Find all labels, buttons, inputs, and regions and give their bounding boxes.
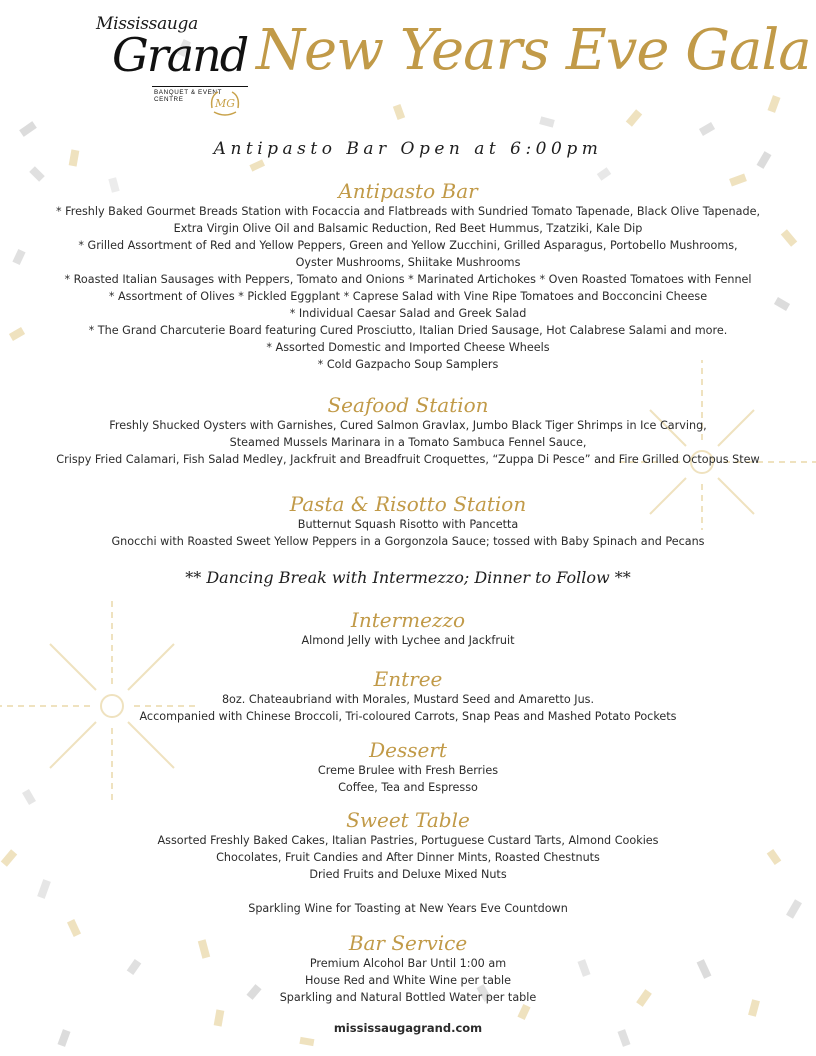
- menu-line: * The Grand Charcuterie Board featuring Cured Prosciutto, Italian Dried Sausage, Hot Calabrese Salami and more.: [88, 324, 728, 337]
- menu-line: Premium Alcohol Bar Until 1:00 am: [309, 957, 507, 970]
- menu-line: Sparkling and Natural Bottled Water per table: [279, 991, 537, 1004]
- menu-line: Crispy Fried Calamari, Fish Salad Medley, Jackfruit and Breadfruit Croquettes, “Zuppa Di Pesce” and Fire Grilled Octopus Stew: [56, 453, 760, 466]
- section-intermezzo: [0, 608, 816, 649]
- section-bar-service: [0, 931, 816, 1006]
- menu-line: Sparkling Wine for Toasting at New Years Eve Countdown: [248, 902, 568, 915]
- section-title: Pasta & Risotto Station: [289, 492, 527, 516]
- logo-seal-icon: [208, 88, 242, 118]
- menu-line: * Assorted Domestic and Imported Cheese Wheels: [266, 341, 550, 354]
- section-dessert: [0, 738, 816, 796]
- section-title: Sweet Table: [346, 808, 470, 832]
- section-title: Entree: [373, 667, 443, 691]
- menu-line: Extra Virgin Olive Oil and Balsamic Reduction, Red Beet Hummus, Tzatziki, Kale Dip: [173, 222, 643, 235]
- section-pasta-risotto-station: [0, 492, 816, 550]
- logo-top-text: Mississauga: [96, 14, 198, 34]
- menu-line: Accompanied with Chinese Broccoli, Tri-coloured Carrots, Snap Peas and Mashed Potato Pockets: [139, 710, 677, 723]
- menu-line: Almond Jelly with Lychee and Jackfruit: [301, 634, 515, 647]
- subtitle: Antipasto Bar Open at 6:00pm: [213, 139, 603, 159]
- menu-line: * Individual Caesar Salad and Greek Salad: [289, 307, 527, 320]
- menu-line: [0, 883, 816, 900]
- website-link[interactable]: mississaugagrand.com: [333, 1021, 483, 1035]
- menu-line: Steamed Mussels Marinara in a Tomato Sambuca Fennel Sauce,: [229, 436, 587, 449]
- gala-title: New Years Eve Gala: [256, 18, 811, 83]
- logo-sub-text: BANQUET & EVENT CENTRE: [154, 89, 222, 103]
- menu-line: * Cold Gazpacho Soup Samplers: [317, 358, 499, 371]
- menu-line: * Assortment of Olives * Pickled Eggplant * Caprese Salad with Vine Ripe Tomatoes and Bocconcini Cheese: [108, 290, 708, 303]
- section-seafood-station: [0, 393, 816, 468]
- menu-line: House Red and White Wine per table: [304, 974, 512, 987]
- dancing-break-note: ** Dancing Break with Intermezzo; Dinner to Follow **: [185, 568, 631, 587]
- section-title: Bar Service: [348, 931, 468, 955]
- section-title: Dessert: [369, 738, 447, 762]
- logo-main-text: Grand: [112, 28, 248, 82]
- menu-line: Assorted Freshly Baked Cakes, Italian Pastries, Portuguese Custard Tarts, Almond Cookies: [157, 834, 659, 847]
- menu-line: Butternut Squash Risotto with Pancetta: [297, 518, 519, 531]
- section-title: Antipasto Bar: [338, 179, 478, 203]
- menu-line: * Roasted Italian Sausages with Peppers, Tomato and Onions * Marinated Artichokes * Oven Roasted Tomatoes with Fennel: [64, 273, 752, 286]
- logo-rule: [152, 86, 248, 87]
- menu-line: Creme Brulee with Fresh Berries: [317, 764, 499, 777]
- section-sweet-table: [0, 808, 816, 917]
- menu-line: Coffee, Tea and Espresso: [338, 781, 478, 794]
- section-title: Intermezzo: [350, 608, 466, 632]
- menu-line: Gnocchi with Roasted Sweet Yellow Peppers in a Gorgonzola Sauce; tossed with Baby Spinach and Pecans: [111, 535, 705, 548]
- menu-line: Chocolates, Fruit Candies and After Dinner Mints, Roasted Chestnuts: [216, 851, 600, 864]
- menu-line: * Grilled Assortment of Red and Yellow Peppers, Green and Yellow Zucchini, Grilled Asparagus, Portobello Mushrooms,: [78, 239, 738, 252]
- section-antipasto-bar: [0, 179, 816, 373]
- menu-line: 8oz. Chateaubriand with Morales, Mustard Seed and Amaretto Jus.: [221, 693, 595, 706]
- section-title: Seafood Station: [327, 393, 489, 417]
- menu-line: * Freshly Baked Gourmet Breads Station with Focaccia and Flatbreads with Sundried Tomato Tapenade, Black Olive Tapenade,: [55, 205, 761, 218]
- menu-line: Oyster Mushrooms, Shiitake Mushrooms: [295, 256, 521, 269]
- section-entree: [0, 667, 816, 725]
- menu-line: Dried Fruits and Deluxe Mixed Nuts: [309, 868, 507, 881]
- mississauga-grand-logo: [88, 14, 248, 124]
- logo-seal-text: MG: [214, 97, 236, 110]
- menu-line: Freshly Shucked Oysters with Garnishes, Cured Salmon Gravlax, Jumbo Black Tiger Shrimps in Ice Carving,: [109, 419, 707, 432]
